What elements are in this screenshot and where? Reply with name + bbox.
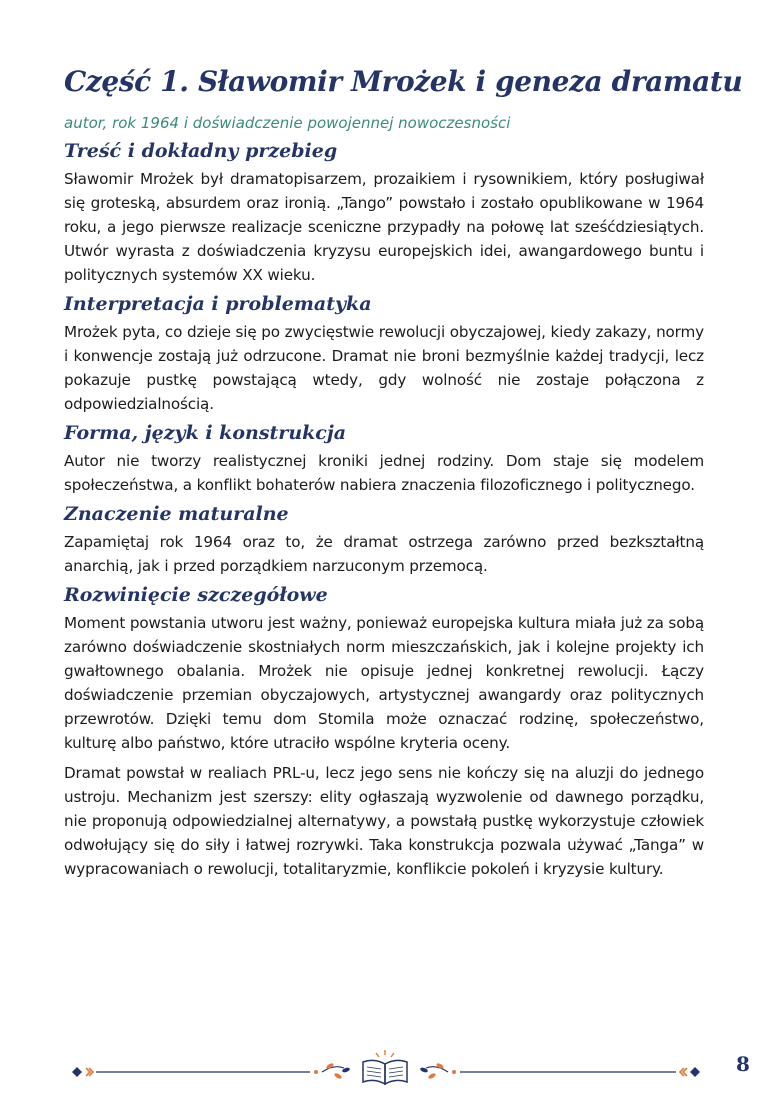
- section-paragraph: Moment powstania utworu jest ważny, ponieważ europejska kultura miała już za sobą zarówno doświadczenie skostniałych norm mieszczańskich, jak i kolejne projekty ich gwałtownego obalania. Mrożek nie opisuje jednej konkretnej rewolucji. Łączy doświadczenie przemian obyczajowych, artystycznej awangardy oraz politycznych przewrotów. Dzięki temu dom Stomila może oznaczać rodzinę, społeczeństwo, kulturę albo państwo, które utraciło wspólne kryteria oceny.: [64, 614, 704, 752]
- section-heading: Treść i dokładny przebieg: [64, 140, 338, 162]
- right-diamond-icon: [680, 1067, 700, 1077]
- section-heading: Rozwinięcie szczegółowe: [64, 584, 328, 606]
- section-heading: Forma, język i konstrukcja: [64, 422, 347, 444]
- left-sprig-icon: [314, 1062, 350, 1079]
- section-paragraph: Sławomir Mrożek był dramatopisarzem, prozaikiem i rysownikiem, który posługiwał się groteską, absurdem oraz ironią. „Tango” powstało i zostało opublikowane w 1964 roku, a jego pierwsze realizacje sceniczne przypadły na połowę lat sześćdziesiątych. Utwór wyrasta z doświadczenia kryzysu europejskich idei, awangardowego buntu i politycznych systemów XX wieku.: [64, 170, 704, 284]
- page-content: [64, 60, 743, 881]
- section-heading: Interpretacja i problematyka: [64, 293, 372, 315]
- section-paragraph: Dramat powstał w realiach PRL-u, lecz jego sens nie kończy się na aluzji do jednego ustroju. Mechanizm jest szerszy: elity ogłaszają wyzwolenie od dawnego porządku, nie proponują odpowiedzialnej alternatywy, a powstałą pustkę wykorzystuje człowiek odwołujący się do siły i łatwej rozrywki. Taka konstrukcja pozwala używać „Tanga” w wypracowaniach o rewolucji, totalitaryzmie, konflikcie pokoleń i kryzysie kultury.: [64, 764, 704, 878]
- page-number: 8: [736, 1052, 750, 1076]
- left-diamond-icon: [72, 1067, 93, 1077]
- right-sprig-icon: [420, 1062, 456, 1079]
- open-book-icon: [363, 1050, 407, 1084]
- footer-ornament: [0, 1046, 772, 1096]
- chapter-subtitle: autor, rok 1964 i doświadczenie powojennej nowoczesności: [64, 114, 511, 132]
- section-interpretacja: [64, 291, 704, 416]
- section-paragraph: Mrożek pyta, co dzieje się po zwycięstwie rewolucji obyczajowej, kiedy zakazy, normy i konwencje zostają już odrzucone. Dramat nie broni bezmyślnie każdej tradycji, lecz pokazuje pustkę powstającą wtedy, gdy wolność nie zostaje połączona z odpowiedzialnością.: [64, 323, 704, 413]
- section-znaczenie: [64, 501, 704, 578]
- section-rozwiniecie: [64, 582, 704, 881]
- section-heading: Znaczenie maturalne: [64, 503, 289, 525]
- section-forma: [64, 420, 704, 497]
- section-paragraph: Zapamiętaj rok 1964 oraz to, że dramat ostrzega zarówno przed bezkształtną anarchią, jak i przed porządkiem narzuconym przemocą.: [64, 533, 704, 575]
- chapter-title: Część 1. Sławomir Mrożek i geneza dramatu: [64, 65, 743, 98]
- section-paragraph: Autor nie tworzy realistycznej kroniki jednej rodziny. Dom staje się modelem społeczeństwa, a konflikt bohaterów nabiera znaczenia filozoficznego i politycznego.: [64, 452, 704, 494]
- section-tresc: [64, 138, 704, 287]
